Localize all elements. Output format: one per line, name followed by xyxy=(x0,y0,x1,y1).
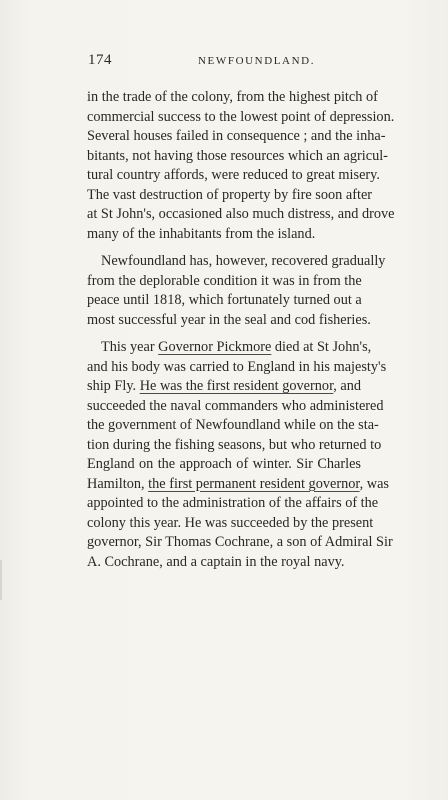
text-line: Several houses failed in consequence ; and the inha- xyxy=(87,128,386,144)
text-segment: , was xyxy=(359,475,389,492)
text-segment: died at St John's, xyxy=(271,339,372,355)
text-line: The vast destruction of property by fire soon after xyxy=(87,186,373,203)
text-segment: , and xyxy=(333,378,362,394)
underlined-text: the first permanent resident governor xyxy=(148,475,360,492)
underlined-text: Governor Pickmore xyxy=(158,339,272,355)
text-segment: This year xyxy=(101,339,159,355)
text-line xyxy=(87,338,372,358)
text-line: England on the approach of winter. Sir Charles xyxy=(87,456,361,472)
text-line: A. Cochrane, and a captain in the royal navy. xyxy=(87,553,345,570)
text-line: many of the inhabitants from the island. xyxy=(87,225,316,242)
text-line: most successful year in the seal and cod fisheries. xyxy=(87,311,371,328)
text-line: governor, Sir Thomas Cochrane, a son of Admiral Sir xyxy=(87,534,393,550)
text-line: commercial success to the lowest point of depression. xyxy=(87,108,395,125)
text-line: at St John's, occasioned also much distress, and drove xyxy=(87,206,395,222)
text-line: Newfoundland has, however, recovered gradually xyxy=(101,253,386,269)
page-header xyxy=(88,52,360,72)
text-line: in the trade of the colony, from the highest pitch of xyxy=(87,89,378,105)
text-line: succeeded the naval commanders who administered xyxy=(87,397,384,414)
text-line: bitants, not having those resources which an agricul- xyxy=(87,147,388,164)
text-line: tural country affords, were reduced to great misery. xyxy=(87,167,380,183)
paragraph xyxy=(87,252,386,330)
text-line: from the deplorable condition it was in from the xyxy=(87,272,362,289)
text-line: and his body was carried to England in his majesty's xyxy=(87,358,387,375)
paragraph xyxy=(87,88,395,244)
underlined-text: He was the first resident governor xyxy=(139,378,334,394)
page-edge-shadow xyxy=(0,560,2,600)
text-segment: Hamilton, xyxy=(87,475,149,492)
text-line: peace until 1818, which fortunately turned out a xyxy=(87,292,362,308)
text-line: the government of Newfoundland while on the sta- xyxy=(87,417,379,433)
running-head: NEWFOUNDLAND. xyxy=(198,55,316,67)
paragraph xyxy=(87,338,393,572)
text-line: appointed to the administration of the affairs of the xyxy=(87,495,379,511)
text-line: tion during the fishing seasons, but who returned to xyxy=(87,436,382,453)
text-line xyxy=(87,377,361,397)
text-line: colony this year. He was succeeded by the present xyxy=(87,514,374,531)
text-segment: ship Fly. xyxy=(87,378,140,394)
page-number: 174 xyxy=(88,52,112,68)
text-line xyxy=(87,475,389,495)
body-text xyxy=(87,88,395,572)
